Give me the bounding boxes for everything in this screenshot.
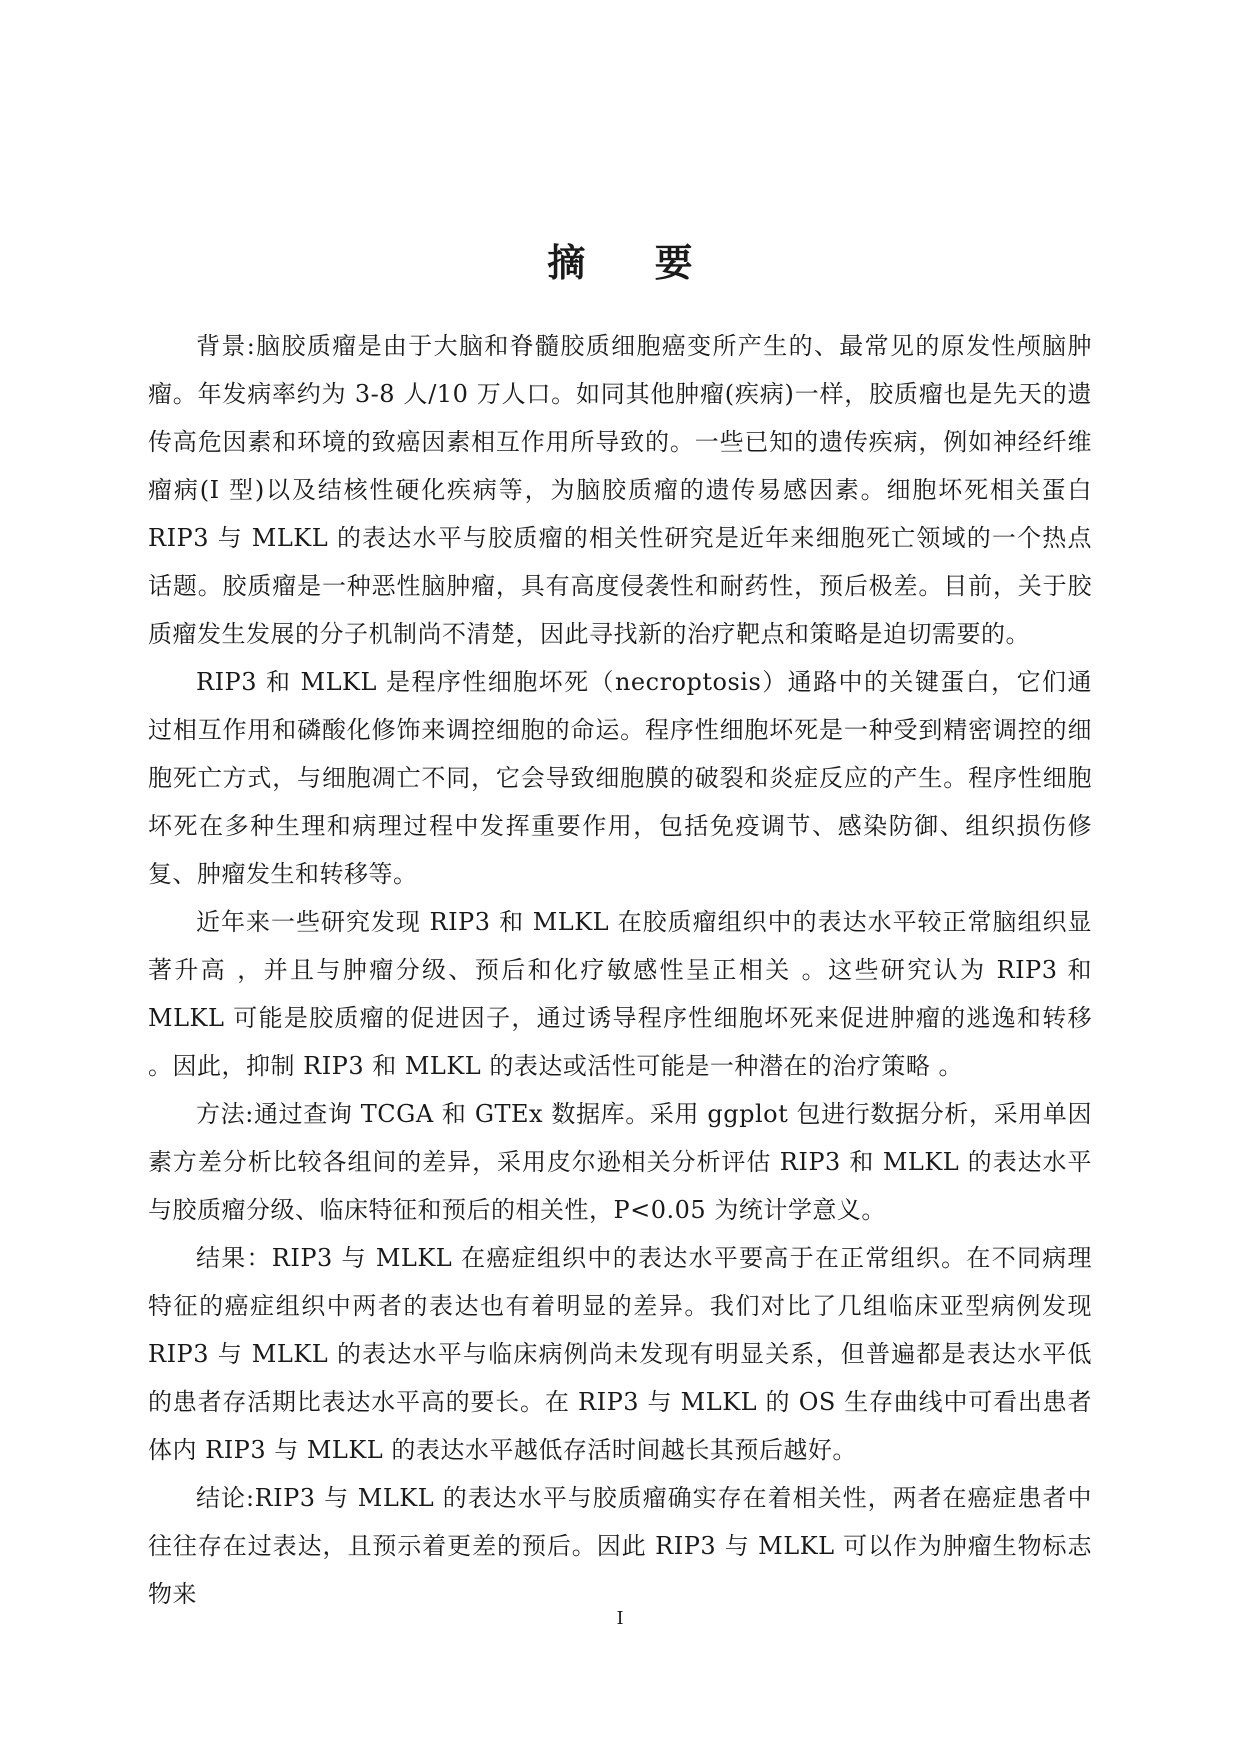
page-number: I <box>616 1608 624 1629</box>
paragraph-methods: 方法:通过查询 TCGA 和 GTEx 数据库。采用 ggplot 包进行数据分析，采用单因素方差分析比较各组间的差异，采用皮尔逊相关分析评估 RIP3 和 MLKL 的表达水平与胶质瘤分级、临床特征和预后的相关性，P<0.05 为统计学意义。 <box>148 1100 1092 1224</box>
abstract-body <box>148 322 1092 1618</box>
paragraph-background: 背景:脑胶质瘤是由于大脑和脊髓胶质细胞癌变所产生的、最常见的原发性颅脑肿瘤。年发病率约为 3-8 人/10 万人口。如同其他肿瘤(疾病)一样，胶质瘤也是先天的遗传高危因素和环境的致癌因素相互作用所导致的。一些已知的遗传疾病，例如神经纤维瘤病(I 型)以及结核性硬化疾病等，为脑胶质瘤的遗传易感因素。细胞坏死相关蛋白 RIP3 与 MLKL 的表达水平与胶质瘤的相关性研究是近年来细胞死亡领域的一个热点话题。胶质瘤是一种恶性脑肿瘤，具有高度侵袭性和耐药性，预后极差。目前，关于胶质瘤发生发展的分子机制尚不清楚，因此寻找新的治疗靶点和策略是迫切需要的。 <box>148 332 1092 648</box>
paragraph-conclusion: 结论:RIP3 与 MLKL 的表达水平与胶质瘤确实存在着相关性，两者在癌症患者中往往存在过表达，且预示着更差的预后。因此 RIP3 与 MLKL 可以作为肿瘤生物标志物来 <box>148 1484 1092 1608</box>
paragraph-necroptosis: RIP3 和 MLKL 是程序性细胞坏死（necroptosis）通路中的关键蛋白，它们通过相互作用和磷酸化修饰来调控细胞的命运。程序性细胞坏死是一种受到精密调控的细胞死亡方式，与细胞凋亡不同，它会导致细胞膜的破裂和炎症反应的产生。程序性细胞坏死在多种生理和病理过程中发挥重要作用，包括免疫调节、感染防御、组织损伤修复、肿瘤发生和转移等。 <box>148 668 1092 888</box>
paragraph-results: 结果：RIP3 与 MLKL 在癌症组织中的表达水平要高于在正常组织。在不同病理特征的癌症组织中两者的表达也有着明显的差异。我们对比了几组临床亚型病例发现 RIP3 与 MLKL 的表达水平与临床病例尚未发现有明显关系，但普遍都是表达水平低的患者存活期比表达水平高的要长。在 RIP3 与 MLKL 的 OS 生存曲线中可看出患者体内 RIP3 与 MLKL 的表达水平越低存活时间越长其预后越好。 <box>148 1244 1092 1464</box>
paragraph-recent-research: 近年来一些研究发现 RIP3 和 MLKL 在胶质瘤组织中的表达水平较正常脑组织显著升高 ，并且与肿瘤分级、预后和化疗敏感性呈正相关 。这些研究认为 RIP3 和 MLKL 可能是胶质瘤的促进因子，通过诱导程序性细胞坏死来促进肿瘤的逃逸和转移 。因此，抑制 RIP3 和 MLKL 的表达或活性可能是一种潜在的治疗策略 。 <box>148 908 1092 1080</box>
page-title: 摘 要 <box>547 240 721 285</box>
